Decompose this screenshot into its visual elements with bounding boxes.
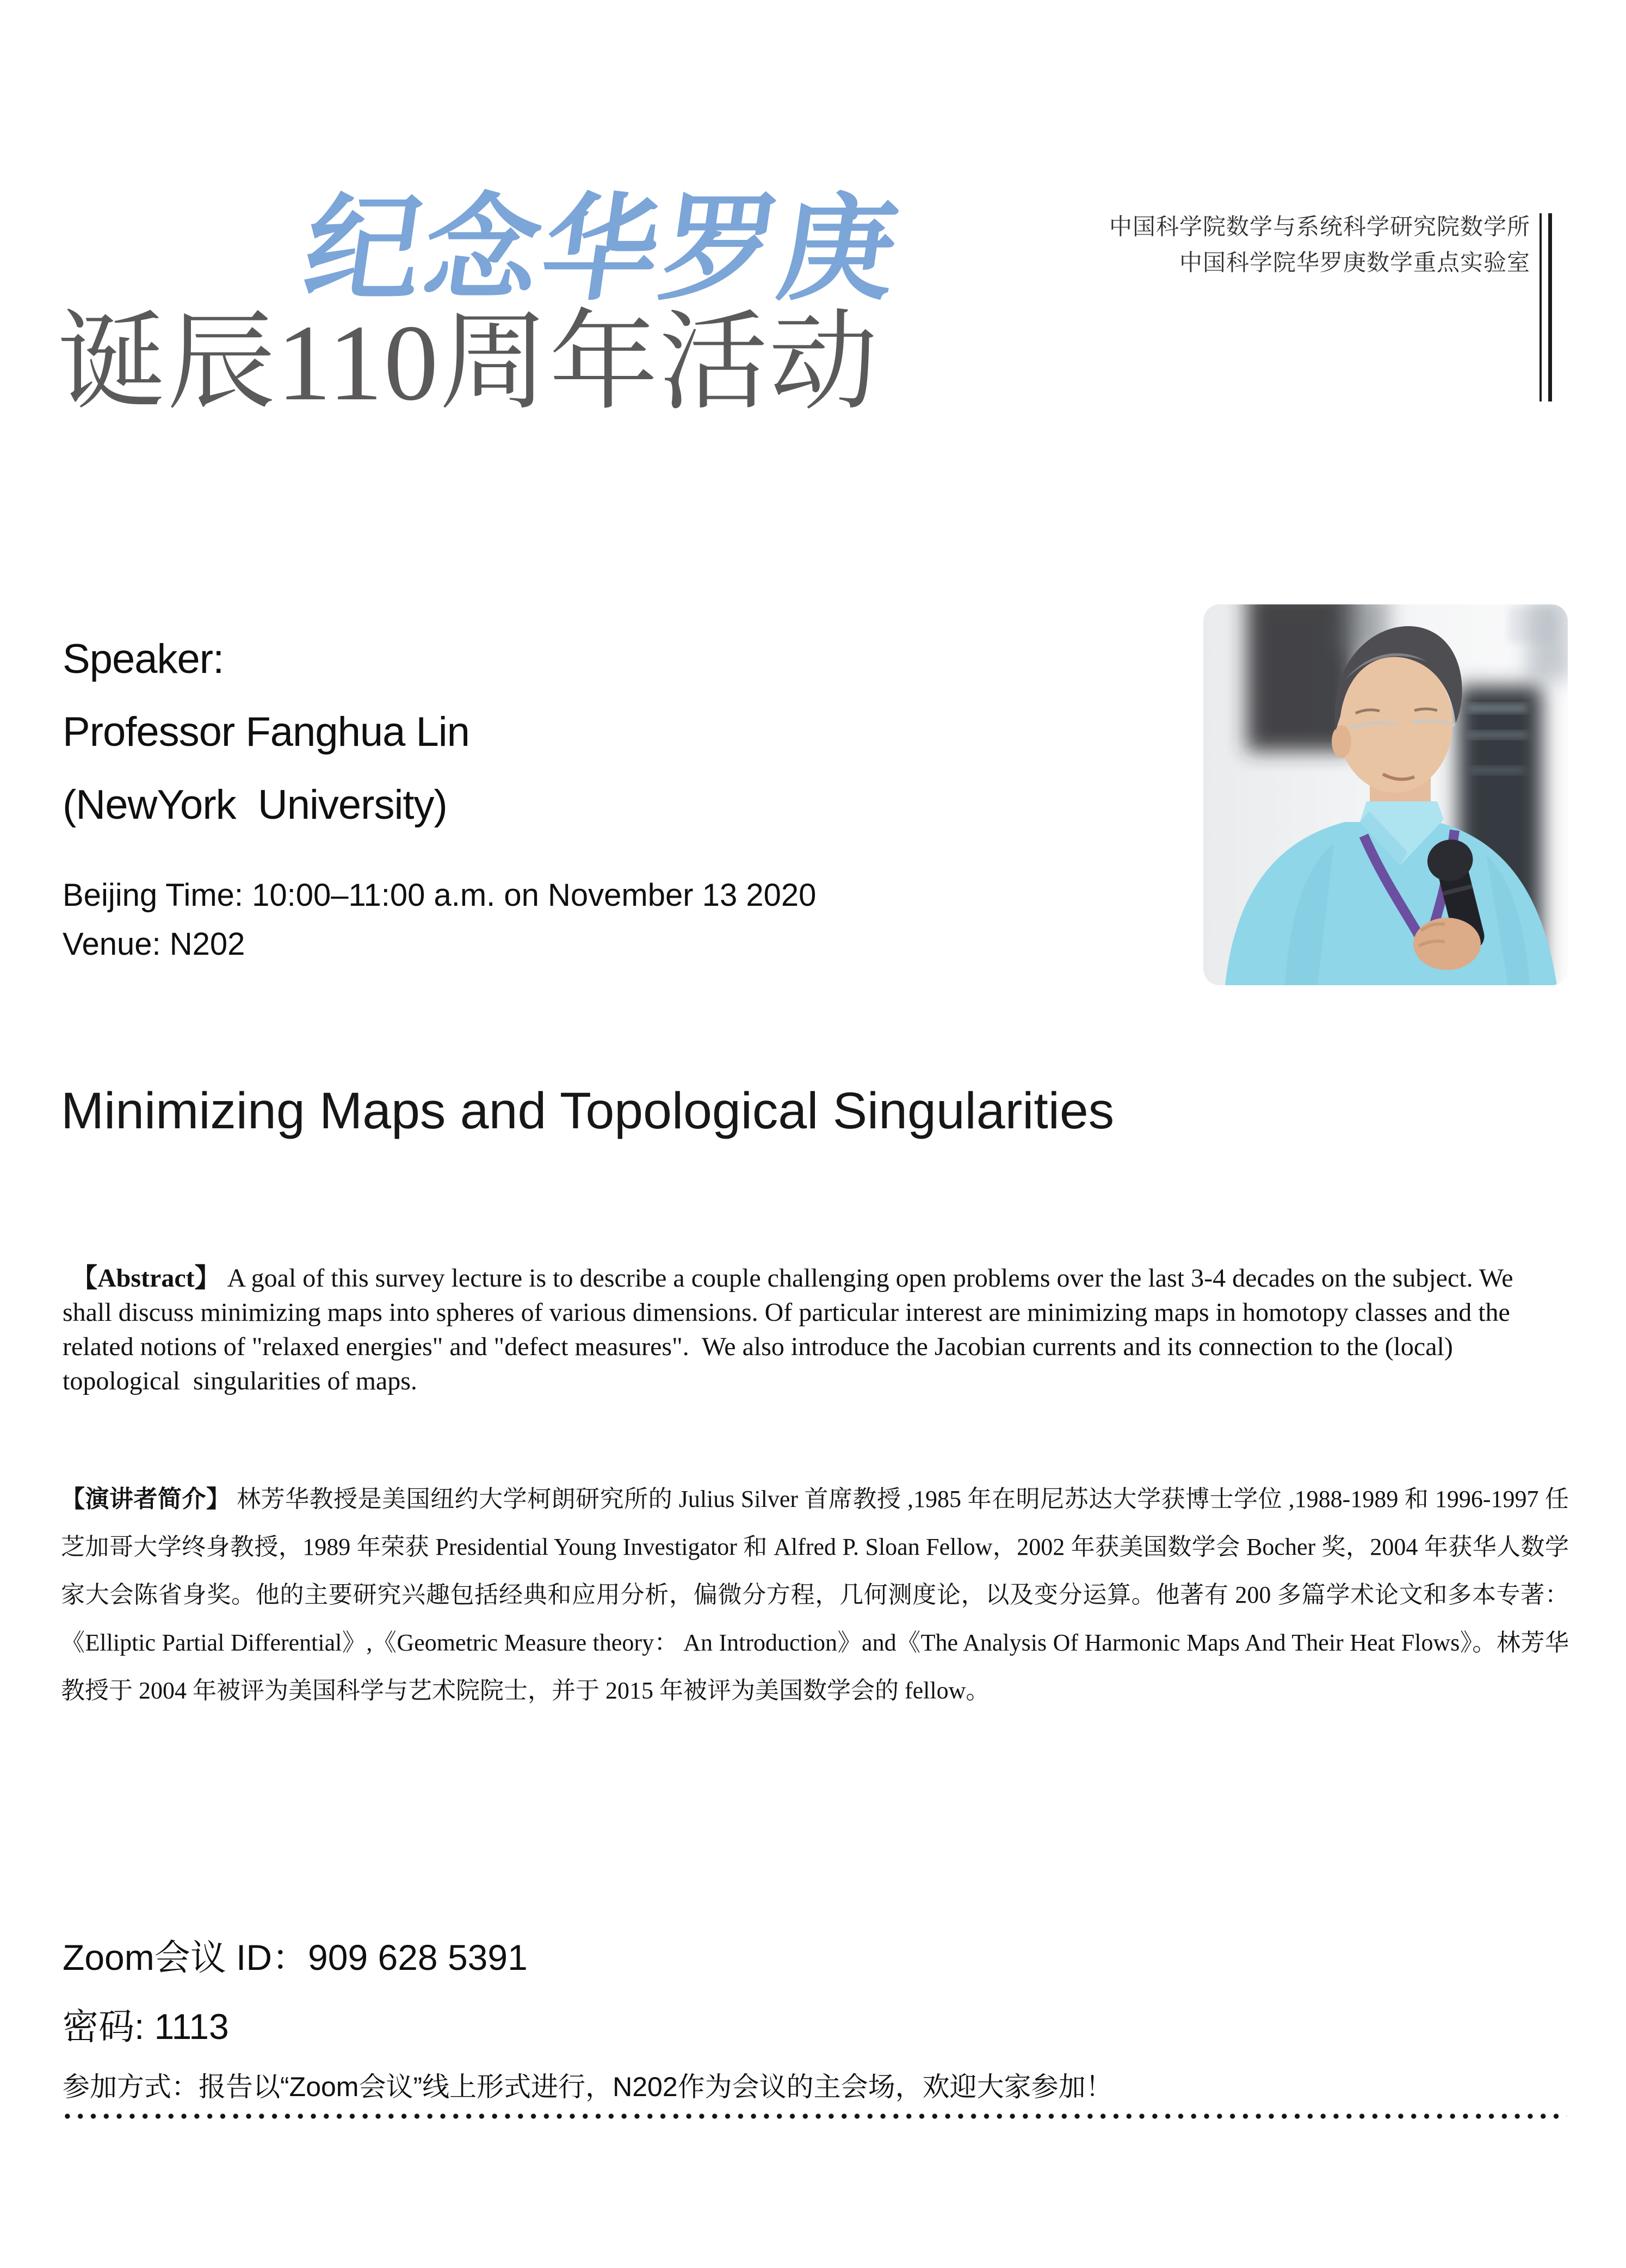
participation-note: 参加方式：报告以“Zoom会议”线上形式进行，N202作为会议的主会场，欢迎大家参加！ <box>63 2072 1113 2102</box>
speaker-affiliation: (NewYork University) <box>63 782 447 828</box>
speaker-photo-illustration <box>1203 604 1568 985</box>
organization-line1: 中国科学院数学与系统科学研究院数学所 <box>1109 214 1530 239</box>
header-divider-line-thin <box>1540 213 1542 401</box>
talk-venue: Venue: N202 <box>63 926 245 962</box>
meeting-password: 密码: 1113 <box>63 2006 229 2047</box>
zoom-meeting-id: Zoom会议 ID：909 628 5391 <box>63 1937 528 1977</box>
organization-line2: 中国科学院华罗庚数学重点实验室 <box>1179 250 1530 275</box>
abstract-text: A goal of this survey lecture is to describe a couple challenging open problems over the last 3-4 decades on the subject. We shall discuss minimizing maps into spheres of various dimensions. Of particular interest are minimizing maps in homotopy classes and the related notions of "relaxed energies" and "defect measures". We also introduce the Jacobian currents and its connection to the (local) topological singularities of maps. <box>63 1264 1523 1395</box>
bio-text: 林芳华教授是美国纽约大学柯朗研究所的 Julius Silver 首席教授 ,1985 年在明尼苏达大学获博士学位 ,1988-1989 和 1996-1997 任芝加哥大学终身教授，1989 年荣获 Presidential Young Investigator 和 Alfred P. Sloan Fellow，2002 年获美国数学会 Bocher 奖，2004 年获华人数学家大会陈省身奖。他的主要研究兴趣包括经典和应用分析，偏微分方程，几何测度论，以及变分运算。他著有 200 多篇学术论文和多本专著：《Elliptic Partial Differential》,《Geometric Measure theory： An Introduction》and《The Analysis Of Harmonic Maps And Their Heat Flows》。林芳华教授于 2004 年被评为美国科学与艺术院院士，并于 2015 年被评为美国数学会的 fellow。 <box>61 1486 1569 1704</box>
speaker-photo <box>1203 604 1568 985</box>
event-title-line2: 诞辰110周年活动 <box>57 303 879 423</box>
bio-paragraph <box>61 1475 1569 1715</box>
organization-block <box>1109 209 1530 281</box>
talk-title: Minimizing Maps and Topological Singularities <box>61 1082 1115 1140</box>
speaker-label: Speaker: <box>63 636 224 682</box>
abstract-paragraph <box>63 1261 1545 1398</box>
header-divider-line-thick <box>1548 213 1552 401</box>
bio-label: 【演讲者简介】 <box>61 1486 231 1512</box>
speaker-name: Professor Fanghua Lin <box>63 709 469 755</box>
abstract-label: 【Abstract】 <box>71 1264 221 1293</box>
dotted-divider <box>61 2113 1567 2119</box>
event-title-line1: 纪念华罗庚 <box>297 184 908 313</box>
talk-time: Beijing Time: 10:00–11:00 a.m. on November 13 2020 <box>63 877 817 913</box>
